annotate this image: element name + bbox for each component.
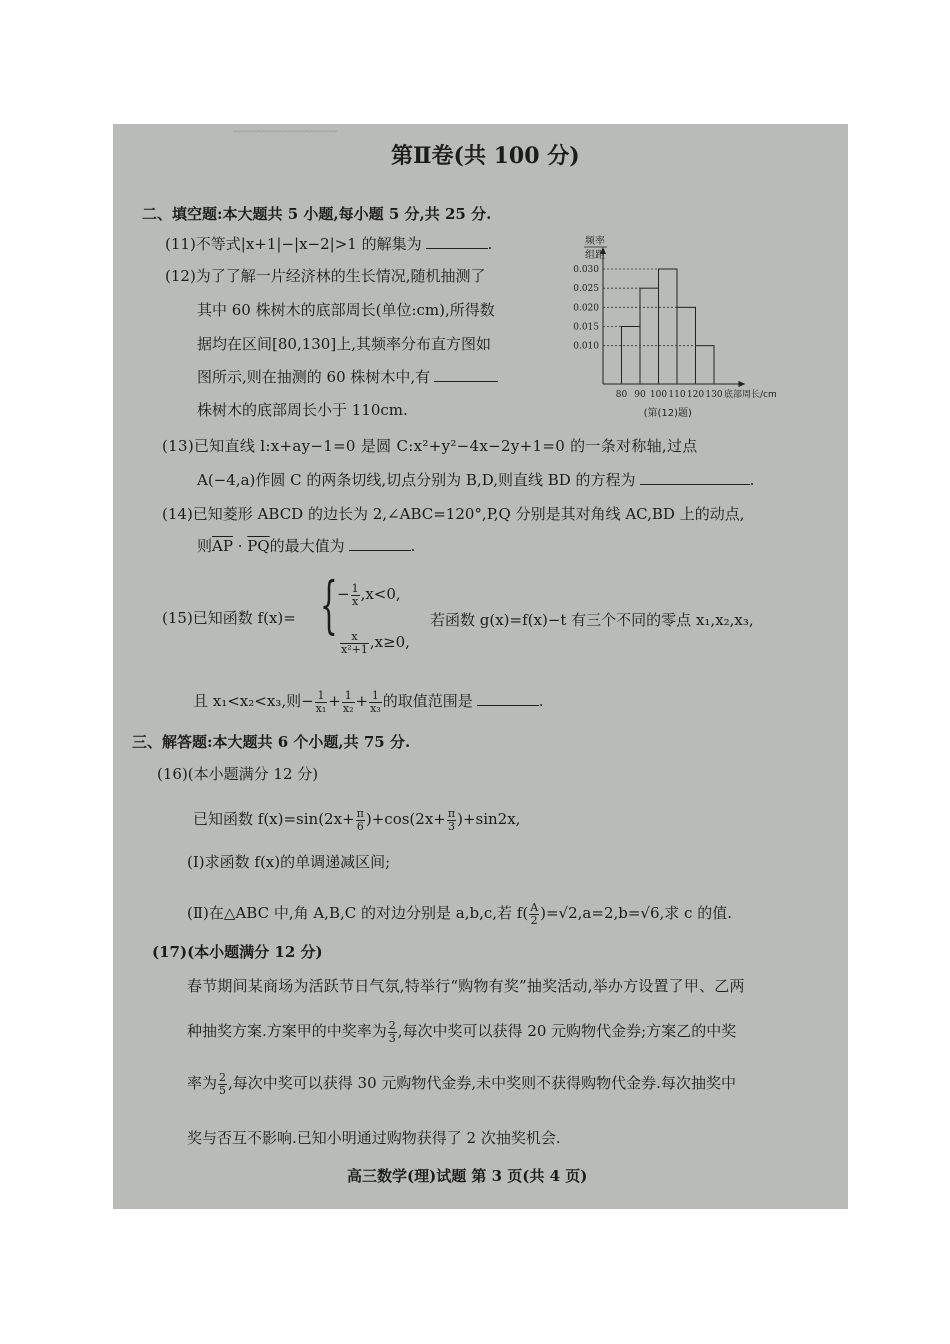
q15-case-1 xyxy=(337,576,401,612)
q16-stmt-mid: )+cos(2x+ xyxy=(365,810,446,828)
bleed-through-mark: ﹌﹌﹌﹌﹌﹌﹌﹌ xyxy=(233,130,338,145)
x-tick-label: 100 xyxy=(649,390,668,400)
q16-statement xyxy=(193,804,520,834)
case2-denominator: x²+1 xyxy=(341,642,368,656)
q15-end: . xyxy=(538,692,544,710)
fraction-2-over-5 xyxy=(218,1072,227,1097)
f2-denominator: x₂ xyxy=(342,701,354,715)
q12-line-5: 株树木的底部周长小于 110cm. xyxy=(197,401,408,419)
plus-sign: + xyxy=(355,692,369,710)
answer-blank xyxy=(434,367,498,382)
case1-condition: ,x<0, xyxy=(360,585,401,603)
dot-product-sign: · xyxy=(232,537,248,555)
q12-line-2: 其中 60 株树木的底部周长(单位:cm),所得数 xyxy=(197,301,495,319)
case1-sign: − xyxy=(337,585,350,603)
q16-part2-post: )=√2,a=2,b=√6,求 c 的值. xyxy=(540,904,732,922)
case2-condition: ,x≥0, xyxy=(369,633,410,651)
q13-line-1: (13)已知直线 l:x+ay−1=0 是圆 C:x²+y²−4x−2y+1=0 的一条对称轴,过点 xyxy=(162,437,698,455)
q15-line-2 xyxy=(193,686,544,716)
a2-numerator: A xyxy=(530,900,539,914)
exam-page xyxy=(113,124,848,1209)
fraction-2-over-3 xyxy=(388,1020,397,1045)
y-axis-label-bottom: 组距 xyxy=(585,250,605,261)
q16-part2-pre: (Ⅱ)在△ABC 中,角 A,B,C 的对边分别是 a,b,c,若 f( xyxy=(187,904,529,922)
q17-line3-pre: 率为 xyxy=(187,1074,218,1092)
answer-blank xyxy=(477,691,539,706)
figure-caption: (第(12)题) xyxy=(643,408,692,419)
fraction-1-over-x1 xyxy=(315,690,328,715)
x-tick-label: 110 xyxy=(668,390,686,400)
q17-line-1: 春节期间某商场为活跃节日气氛,特举行“购物有奖”抽奖活动,举办方设置了甲、乙两 xyxy=(187,977,745,995)
f1-numerator: 1 xyxy=(315,690,328,703)
page-footer: 高三数学(理)试题 第 3 页(共 4 页) xyxy=(347,1167,588,1185)
pi3-numerator: π xyxy=(447,806,456,820)
x-axis-arrow xyxy=(739,381,746,387)
q12-line-1: (12)为了了解一片经济林的生长情况,随机抽测了 xyxy=(165,267,486,285)
fraction-1-over-x3 xyxy=(369,690,382,715)
x-tick-label: 90 xyxy=(634,390,646,400)
q17-line2-pre: 种抽奖方案.方案甲的中奖率为 xyxy=(187,1022,387,1040)
q17-line2-post: ,每次中奖可以获得 20 元购物代金券;方案乙的中奖 xyxy=(397,1022,737,1040)
q16-stmt-post: )+sin2x, xyxy=(457,810,521,828)
question-11 xyxy=(165,234,492,254)
f1-denominator: x₁ xyxy=(315,701,327,715)
fraction-a-over-2 xyxy=(529,902,539,927)
q15-line2-post: 的取值范围是 xyxy=(382,692,473,710)
q16-title: (16)(本小题满分 12 分) xyxy=(157,765,319,783)
case1-fraction xyxy=(351,583,360,608)
q17-line-4: 奖与否互不影响.已知小明通过购物获得了 2 次抽奖机会. xyxy=(187,1129,561,1147)
q12-line-3: 据均在区间[80,130]上,其频率分布直方图如 xyxy=(197,335,491,353)
x-tick-label: 120 xyxy=(686,390,705,400)
p2-denominator: 5 xyxy=(219,1083,227,1097)
q13-line-2-text: A(−4,a)作圆 C 的两条切线,切点分别为 B,D,则直线 BD 的方程为 xyxy=(197,471,636,489)
q16-part-2 xyxy=(187,898,732,928)
histogram-bar xyxy=(696,346,715,384)
vector-pq: $\overline{PQ}$ xyxy=(247,537,270,555)
p2-numerator: 2 xyxy=(219,1070,227,1084)
histogram-bar xyxy=(640,288,659,384)
a2-denominator: 2 xyxy=(530,913,538,927)
q12-line-4 xyxy=(197,367,498,387)
y-axis-label-top: 频率 xyxy=(585,236,605,247)
q11-end: . xyxy=(487,235,493,253)
answer-blank xyxy=(349,536,411,551)
q14-line-1: (14)已知菱形 ABCD 的边长为 2,∠ABC=120°,P,Q 分别是其对角线 AC,BD 上的动点, xyxy=(162,505,745,523)
q15-label: (15)已知函数 f(x)= xyxy=(162,609,296,627)
q16-part-1: (Ⅰ)求函数 f(x)的单调递减区间; xyxy=(187,853,391,871)
q17-title: (17)(本小题满分 12 分) xyxy=(152,943,323,961)
q14-end: . xyxy=(410,537,416,555)
p1-denominator: 3 xyxy=(388,1031,396,1045)
answer-blank xyxy=(426,234,488,249)
section-heading-fill-in: 二、填空题:本大题共 5 小题,每小题 5 分,共 25 分. xyxy=(142,205,492,223)
q14-post: 的最大值为 xyxy=(269,537,345,555)
q15-right-text: 若函数 g(x)=f(x)−t 有三个不同的零点 x₁,x₂,x₃, xyxy=(430,611,754,629)
q15-line2-pre: 且 x₁<x₂<x₃,则− xyxy=(193,692,314,710)
case2-fraction xyxy=(340,631,369,656)
histogram-bar xyxy=(659,269,678,384)
x-tick-label: 130 xyxy=(705,390,723,400)
q13-line-2 xyxy=(197,470,754,490)
plus-sign: + xyxy=(328,692,341,710)
f3-denominator: x₃ xyxy=(370,701,381,715)
pi6-denominator: 6 xyxy=(356,819,364,833)
q11-text: (11)不等式|x+1|−|x−2|>1 的解集为 xyxy=(165,235,422,253)
q15-case-2 xyxy=(339,624,410,660)
answer-blank xyxy=(640,470,750,485)
fraction-pi-over-6 xyxy=(356,808,365,833)
y-tick-label: 0.020 xyxy=(573,303,599,314)
q13-end: . xyxy=(749,471,755,489)
p1-numerator: 2 xyxy=(388,1018,396,1032)
vector-ap: $\overline{AP}$ xyxy=(212,537,233,555)
histogram-bar xyxy=(622,327,641,385)
q17-line3-post: ,每次中奖可以获得 30 元购物代金券,未中奖则不获得购物代金券.每次抽奖中 xyxy=(228,1074,736,1092)
q14-pre: 则 xyxy=(197,537,213,555)
pi6-numerator: π xyxy=(356,806,364,820)
fraction-1-over-x2 xyxy=(342,690,355,715)
f2-numerator: 1 xyxy=(342,690,355,703)
x-axis-label: 底部周长/cm xyxy=(724,390,777,400)
pi3-denominator: 3 xyxy=(447,819,455,833)
q12-line-4-text: 图所示,则在抽测的 60 株树木中,有 xyxy=(197,368,431,386)
q17-line-3 xyxy=(187,1068,736,1098)
q16-stmt-pre: 已知函数 f(x)=sin(2x+ xyxy=(193,810,355,828)
section-heading-solutions: 三、解答题:本大题共 6 个小题,共 75 分. xyxy=(132,733,411,751)
case1-denominator: x xyxy=(351,594,359,608)
y-tick-label: 0.025 xyxy=(573,284,599,295)
q17-line-2 xyxy=(187,1016,736,1046)
x-tick-label: 80 xyxy=(615,390,628,400)
case2-numerator: x xyxy=(340,631,369,644)
case1-numerator: 1 xyxy=(351,581,359,595)
y-tick-label: 0.015 xyxy=(573,322,599,333)
f3-numerator: 1 xyxy=(369,690,382,703)
piecewise-brace: { xyxy=(320,568,338,641)
y-tick-label: 0.010 xyxy=(573,341,599,352)
q14-line-2 xyxy=(197,536,415,556)
y-tick-label: 0.030 xyxy=(573,265,599,275)
page-title: 第Ⅱ卷(共 100 分) xyxy=(391,143,580,169)
frequency-histogram xyxy=(553,224,845,424)
fraction-pi-over-3 xyxy=(447,808,456,833)
